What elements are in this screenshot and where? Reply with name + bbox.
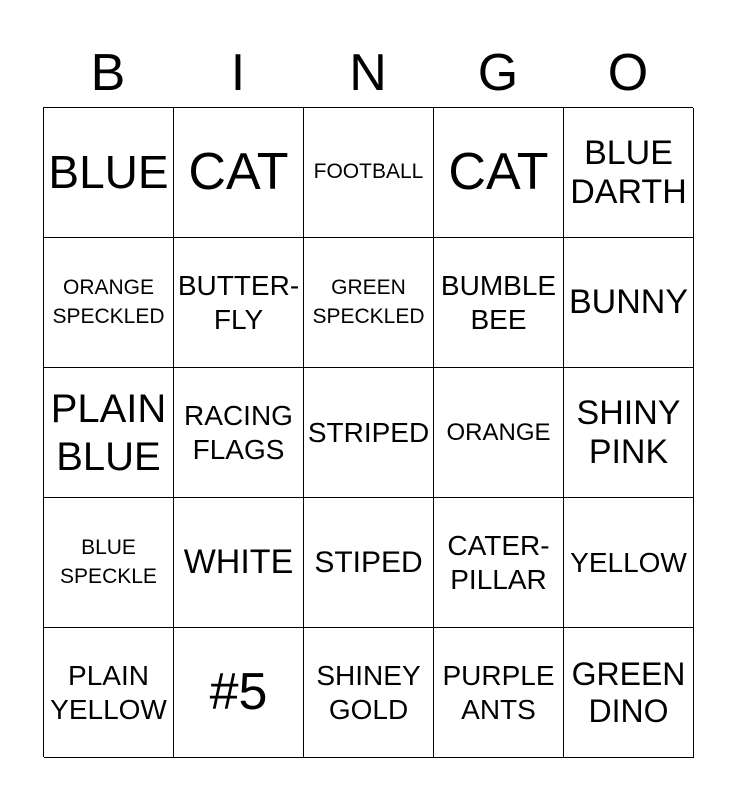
bingo-cell-r1c1[interactable] [44,108,174,238]
header-letter-b: B [90,44,126,102]
bingo-cell-label: BUTTER- FLY [177,269,300,335]
bingo-cell-r4c5[interactable] [564,498,694,628]
bingo-cell-label: STRIPED [307,416,430,448]
bingo-cell-r3c3[interactable] [304,368,434,498]
bingo-cell-label: SHINY PINK [576,394,681,471]
bingo-cell-r1c5[interactable] [564,108,694,238]
bingo-cell-label: RACING FLAGS [184,399,293,465]
bingo-cell-label: BLUE DARTH [570,134,687,211]
bingo-cell-label: SHINEY GOLD [316,659,421,725]
bingo-cell-r2c5[interactable] [564,238,694,368]
bingo-cell-r5c5[interactable] [564,628,694,758]
bingo-cell-label: CAT [188,143,289,202]
bingo-cell-label: WHITE [183,543,294,582]
header-letter-i: I [230,44,246,102]
bingo-cell-label: #5 [209,663,268,722]
bingo-cell-label: PURPLE ANTS [442,659,555,725]
bingo-cell-label: GREEN SPECKLED [312,276,425,328]
bingo-cell-label: STIPED [314,545,423,579]
bingo-cell-label: PLAIN YELLOW [50,659,167,725]
bingo-cell-r1c4[interactable] [434,108,564,238]
bingo-cell-r4c1[interactable] [44,498,174,628]
header-letter-g: G [477,44,519,102]
bingo-cell-r4c4[interactable] [434,498,564,628]
bingo-cell-label: FOOTBALL [313,160,424,184]
bingo-cell-label: GREEN DINO [571,655,686,729]
bingo-cell-r1c3[interactable] [304,108,434,238]
bingo-cell-label: YELLOW [570,546,687,578]
bingo-cell-r5c2[interactable] [174,628,304,758]
bingo-cell-r5c4[interactable] [434,628,564,758]
bingo-cell-r1c2[interactable] [174,108,304,238]
bingo-cell-label: CAT [448,143,549,202]
bingo-cell-label: BLUE SPECKLE [60,536,157,588]
bingo-cell-r4c3[interactable] [304,498,434,628]
bingo-cell-r3c5[interactable] [564,368,694,498]
bingo-cell-label: BLUE [48,146,169,199]
bingo-cell-label: ORANGE [446,418,551,446]
header-letter-n: N [349,44,387,102]
bingo-cell-label: CATER- PILLAR [447,529,550,595]
bingo-cell-r3c4[interactable] [434,368,564,498]
bingo-board [43,107,693,757]
bingo-cell-r2c2[interactable] [174,238,304,368]
bingo-cell-r3c1[interactable] [44,368,174,498]
bingo-cell-r2c3[interactable] [304,238,434,368]
header-letter-o: O [607,44,649,102]
bingo-cell-r4c2[interactable] [174,498,304,628]
bingo-cell-r5c1[interactable] [44,628,174,758]
bingo-header [43,42,693,104]
bingo-cell-r2c4[interactable] [434,238,564,368]
bingo-cell-label: PLAIN BLUE [50,386,167,479]
bingo-cell-label: BUNNY [568,283,689,322]
bingo-cell-label: ORANGE SPECKLED [52,276,165,328]
bingo-cell-label: BUMBLE BEE [440,269,557,335]
bingo-cell-r2c1[interactable] [44,238,174,368]
bingo-cell-r3c2[interactable] [174,368,304,498]
bingo-cell-r5c3[interactable] [304,628,434,758]
